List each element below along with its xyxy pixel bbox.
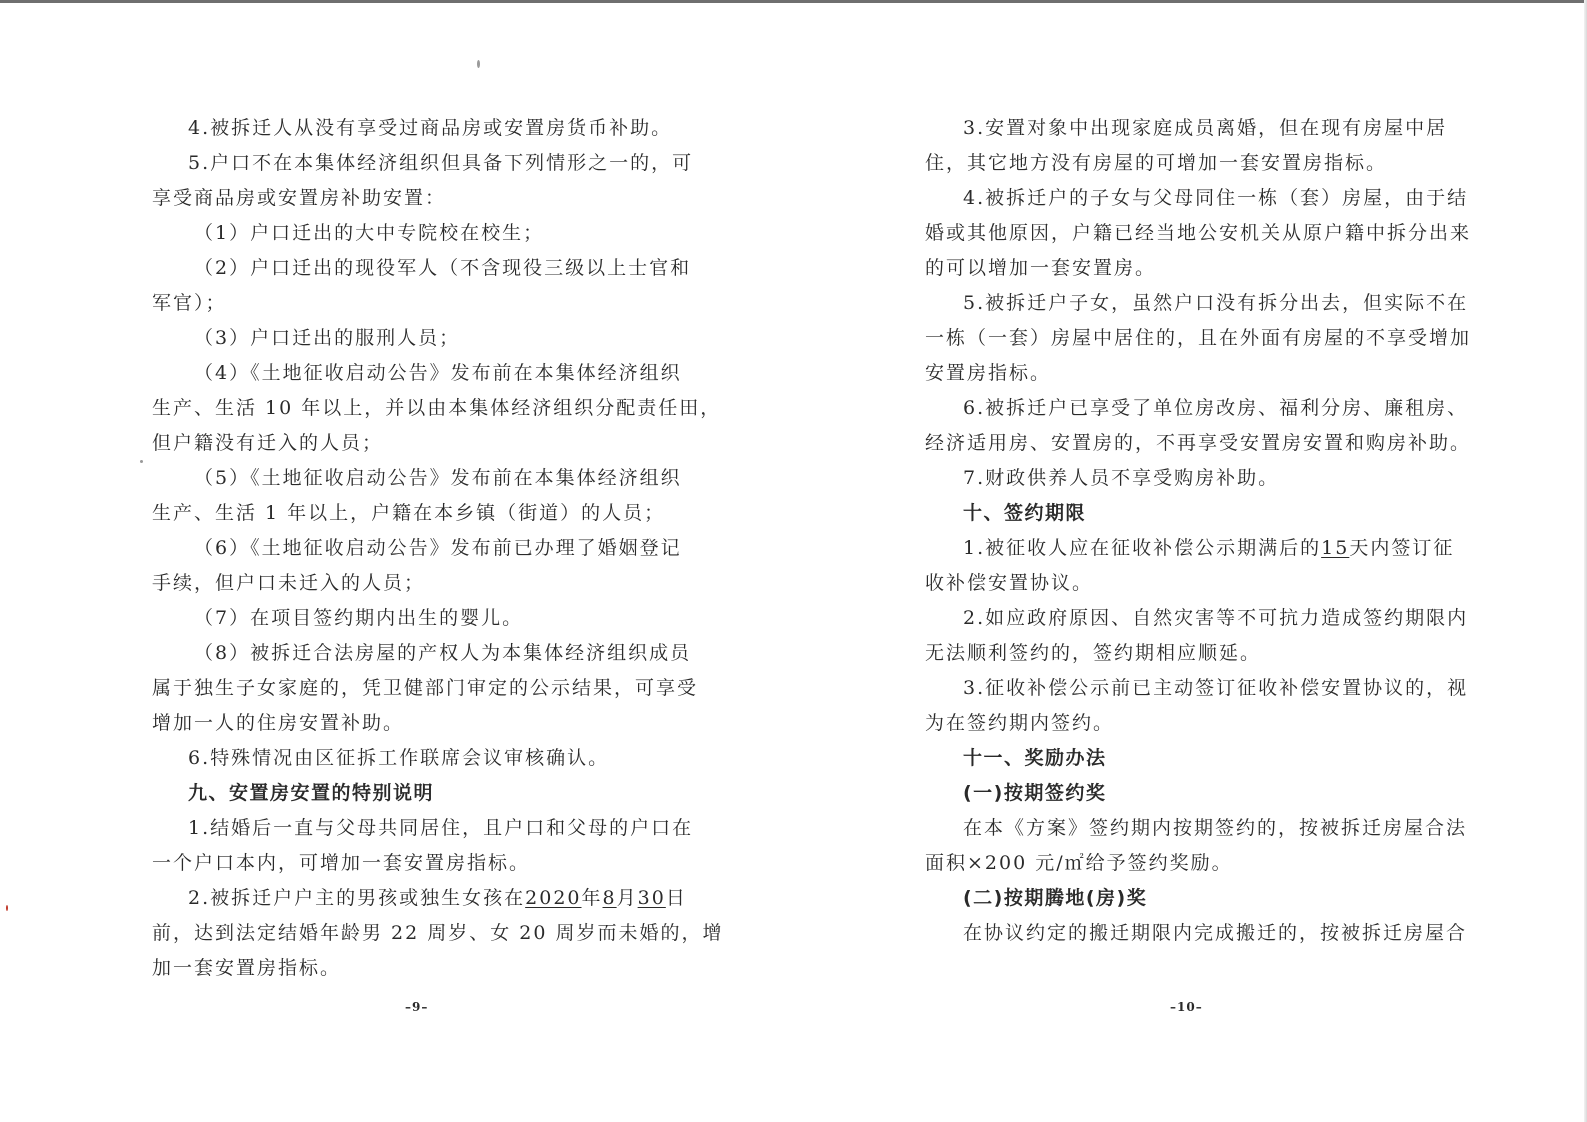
text-line: （7）在项目签约期内出生的婴儿。: [194, 607, 524, 629]
text-line: 5.户口不在本集体经济组织但具备下列情形之一的，可: [188, 152, 694, 174]
text-line: （6）《土地征收启动公告》发布前已办理了婚姻登记: [194, 537, 682, 559]
text-line: （2）户口迁出的现役军人（不含现役三级以上士官和: [194, 257, 692, 279]
text-line: 一栋（一套）房屋中居住的，且在外面有房屋的不享受增加: [925, 327, 1472, 349]
text-line: （4）《土地征收启动公告》发布前在本集体经济组织: [194, 362, 682, 384]
date-day-unit: 日: [665, 887, 687, 909]
text-line: 3.安置对象中出现家庭成员离婚，但在现有房屋中居: [963, 117, 1448, 139]
text-line: 6.特殊情况由区征拆工作联席会议审核确认。: [188, 747, 610, 769]
text-line: 享受商品房或安置房补助安置：: [152, 187, 447, 209]
text-line: 无法顺利签约的，签约期相应顺延。: [925, 642, 1262, 664]
text-line: 在本《方案》签约期内按期签约的，按被拆迁房屋合法: [963, 817, 1468, 839]
date-year: 2020: [525, 887, 582, 909]
text-line: 经济适用房、安置房的，不再享受安置房安置和购房补助。: [925, 432, 1472, 454]
scan-speck: [6, 905, 8, 911]
text-line: 安置房指标。: [925, 362, 1052, 384]
text-line: 面积×200 元/㎡给予签约奖励。: [925, 852, 1233, 874]
text-line: 一个户口本内，可增加一套安置房指标。: [152, 852, 531, 874]
text-line: 1.结婚后一直与父母共同居住，且户口和父母的户口在: [188, 817, 694, 839]
text-line: （8）被拆迁合法房屋的产权人为本集体经济组织成员: [194, 642, 692, 664]
scan-speck: [140, 460, 143, 463]
text-line: 住，其它地方没有房屋的可增加一套安置房指标。: [925, 152, 1388, 174]
text-line: 4.被拆迁户的子女与父母同住一栋（套）房屋，由于结: [963, 187, 1469, 209]
section-heading: 九、安置房安置的特别说明: [188, 782, 435, 804]
text-line-with-date: [188, 886, 687, 910]
subsection-heading: (一)按期签约奖: [963, 782, 1107, 804]
text-line: 加一套安置房指标。: [152, 957, 342, 979]
text-line: （5）《土地征收启动公告》发布前在本集体经济组织: [194, 467, 682, 489]
page-number-left: –9–: [405, 1000, 429, 1014]
scan-top-edge: [0, 0, 1587, 3]
subsection-heading: (二)按期腾地(房)奖: [963, 887, 1148, 909]
page-number-right: –10–: [1170, 1000, 1203, 1014]
days-value: 15: [1321, 537, 1350, 559]
scan-speck: [477, 60, 480, 68]
text-line: 但户籍没有迁入的人员；: [152, 432, 384, 454]
text-line: 前，达到法定结婚年龄男 22 周岁、女 20 周岁而未婚的，增: [152, 922, 724, 944]
text-line: 生产、生活 1 年以上，户籍在本乡镇（街道）的人员；: [152, 502, 666, 524]
date-line-prefix: 2.被拆迁户户主的男孩或独生女孩在: [188, 887, 526, 909]
section-heading: 十、签约期限: [963, 502, 1087, 524]
days-line-suffix: 天内签订征: [1349, 537, 1455, 559]
text-line: 收补偿安置协议。: [925, 572, 1094, 594]
text-line: 为在签约期内签约。: [925, 712, 1115, 734]
text-line: （1）户口迁出的大中专院校在校生；: [194, 222, 545, 244]
text-line-with-days: [963, 536, 1454, 560]
date-day: 30: [637, 887, 666, 909]
section-heading: 十一、奖励办法: [963, 747, 1107, 769]
text-line: 手续，但户口未迁入的人员；: [152, 572, 426, 594]
date-year-unit: 年: [581, 887, 603, 909]
text-line: 4.被拆迁人从没有享受过商品房或安置房货币补助。: [188, 117, 673, 139]
text-line: 属于独生子女家庭的，凭卫健部门审定的公示结果，可享受: [152, 677, 699, 699]
text-line: 7.财政供养人员不享受购房补助。: [963, 467, 1280, 489]
text-line: （3）户口迁出的服刑人员；: [194, 327, 461, 349]
days-line-prefix: 1.被征收人应在征收补偿公示期满后的: [963, 537, 1322, 559]
text-line: 增加一人的住房安置补助。: [152, 712, 405, 734]
text-line: 在协议约定的搬迁期限内完成搬迁的，按被拆迁房屋合: [963, 922, 1468, 944]
text-line: 2.如应政府原因、自然灾害等不可抗力造成签约期限内: [963, 607, 1469, 629]
date-month-unit: 月: [616, 887, 638, 909]
date-month: 8: [602, 887, 617, 909]
text-line: 5.被拆迁户子女，虽然户口没有拆分出去，但实际不在: [963, 292, 1469, 314]
text-line: 3.征收补偿公示前已主动签订征收补偿安置协议的，视: [963, 677, 1469, 699]
text-line: 军官）；: [152, 292, 227, 314]
text-line: 的可以增加一套安置房。: [925, 257, 1157, 279]
text-line: 生产、生活 10 年以上，并以由本集体经济组织分配责任田，: [152, 397, 722, 419]
text-line: 6.被拆迁户已享受了单位房改房、福利分房、廉租房、: [963, 397, 1469, 419]
text-line: 婚或其他原因，户籍已经当地公安机关从原户籍中拆分出来: [925, 222, 1472, 244]
